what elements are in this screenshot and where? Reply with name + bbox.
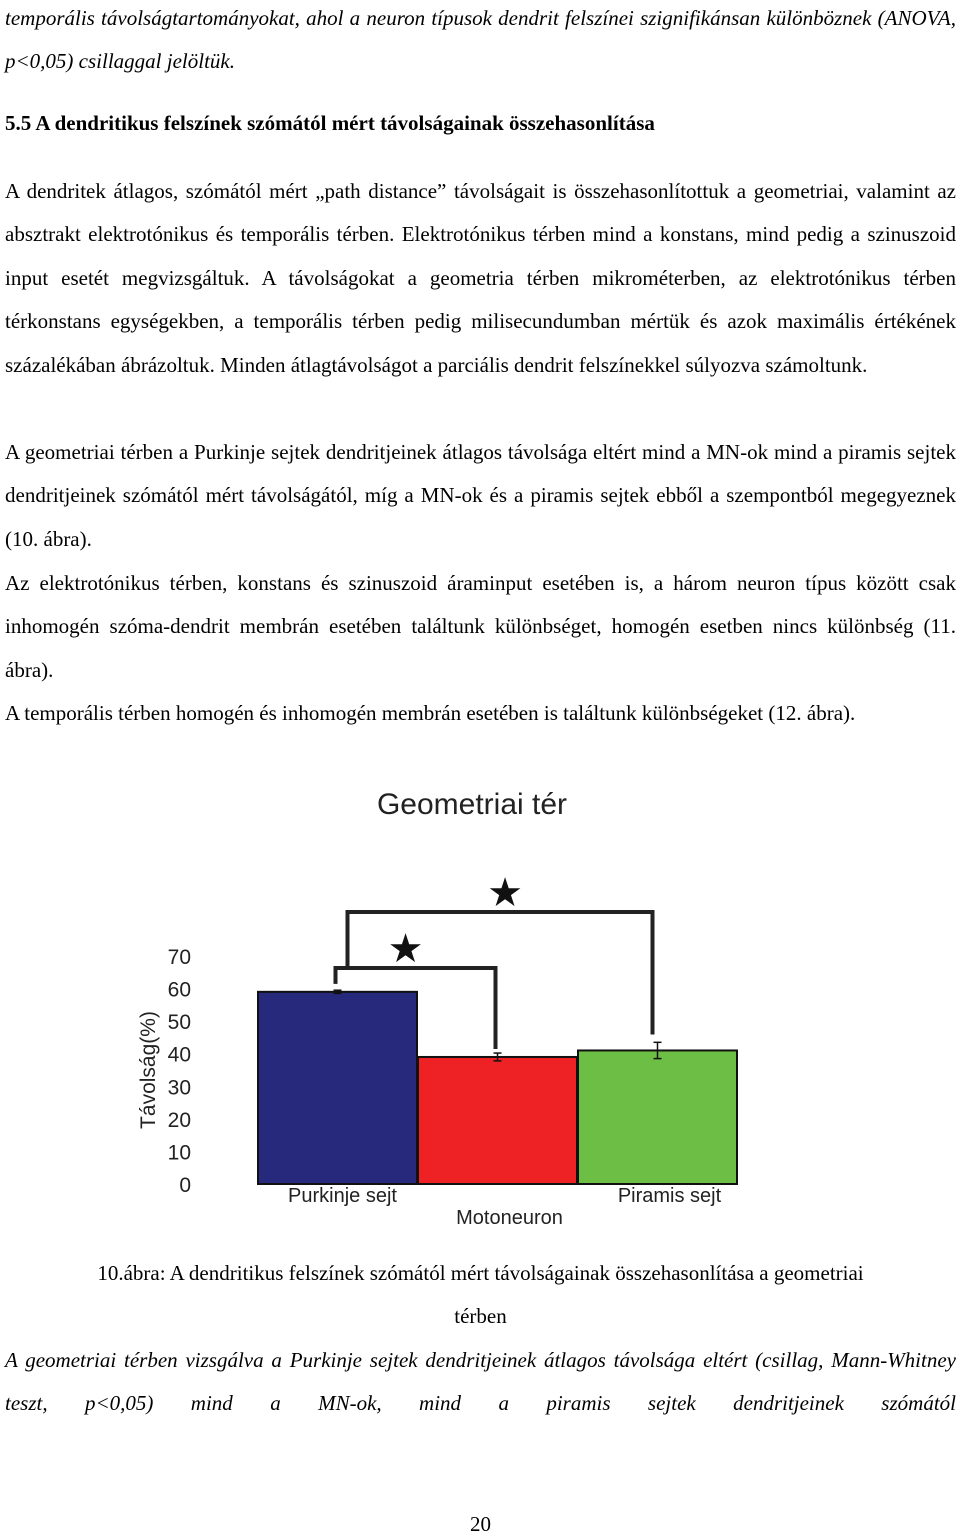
- figure-note: A geometriai térben vizsgálva a Purkinje sejtek dendritjeinek átlagos távolsága eltért (csillag, Mann-Whitney teszt, p<0,05) mind a MN-ok, mind a piramis sejtek dendritjeinek szómától: [5, 1348, 956, 1416]
- x-category-label: Motoneuron: [456, 1207, 563, 1229]
- paragraph-electrotonic: Az elektrotónikus térben, konstans és szinuszoid áraminput esetében is, a három neuron típus között csak inhomogén szóma-dendrit membrán esetében találtunk különbséget, homogén esetben nincs különbség (11. ábra).: [5, 571, 956, 682]
- paragraph-methods: A dendritek átlagos, szómától mért „path distance” távolságait is összehasonlítottuk a geometriai, valamint az absztrakt elektrotónikus és temporális térben. Elektrotónikus térben mind a konstans, mind pedig a szinuszoid input esetét megvizsgáltuk. A távolságokat a geometria térben mikrométerben, az elektrotónikus térben térkonstans egységekben, a temporális térben pedig milisecundumban mértük és azok maximális értékének százalékában ábrázoltuk. Minden átlagtávolságot a parciális dendrit felszínekkel súlyozva számoltunk.: [5, 179, 956, 377]
- y-tick-label: 20: [167, 1108, 191, 1132]
- bar-3: [578, 1050, 737, 1184]
- x-category-label: Purkinje sejt: [288, 1185, 397, 1207]
- bar-chart: [5, 780, 956, 1240]
- page-number: 20: [470, 1512, 491, 1536]
- bar-2: [418, 1057, 577, 1184]
- chart-title: Geometriai tér: [376, 788, 568, 821]
- y-tick-label: 50: [167, 1011, 191, 1035]
- x-category-label: Piramis sejt: [617, 1185, 722, 1207]
- chart-marks: [137, 871, 737, 1229]
- section-heading: 5.5 A dendritikus felszínek szómától mért távolságainak összehasonlítása: [5, 111, 655, 135]
- figure-caption: [5, 1252, 956, 1339]
- y-tick-label: 60: [167, 978, 191, 1002]
- y-tick-label: 0: [179, 1174, 191, 1197]
- significance-star-2: ★: [487, 871, 523, 915]
- bar-1: [258, 992, 417, 1184]
- y-tick-label: 70: [167, 946, 191, 969]
- significance-star-1: ★: [387, 927, 424, 971]
- paragraph-temporal: A temporális térben homogén és inhomogén membrán esetében is találtunk különbségeket (12. ábra).: [5, 701, 856, 725]
- y-tick-label: 30: [167, 1076, 191, 1100]
- y-tick-label: 40: [167, 1043, 191, 1067]
- y-axis-label: Távolság(%): [137, 1011, 160, 1129]
- paragraph-geometric: A geometriai térben a Purkinje sejtek dendritjeinek átlagos távolsága eltért mind a MN-ok mind a piramis sejtek dendritjeinek szómától mért távolságától, míg a MN-ok és a piramis sejtek ebből a szempontból megegyeznek (10. ábra).: [5, 440, 956, 551]
- y-tick-label: 10: [167, 1141, 191, 1165]
- intro-paragraph: temporális távolságtartományokat, ahol a neuron típusok dendrit felszínei szignifikánsan különböznek (ANOVA, p<0,05) csillaggal jelöltük.: [5, 6, 956, 74]
- caption-line-1: 10.ábra: A dendritikus felszínek szómától mért távolságainak összehasonlítása a geometriai: [97, 1261, 864, 1285]
- caption-line-2: térben: [454, 1304, 507, 1329]
